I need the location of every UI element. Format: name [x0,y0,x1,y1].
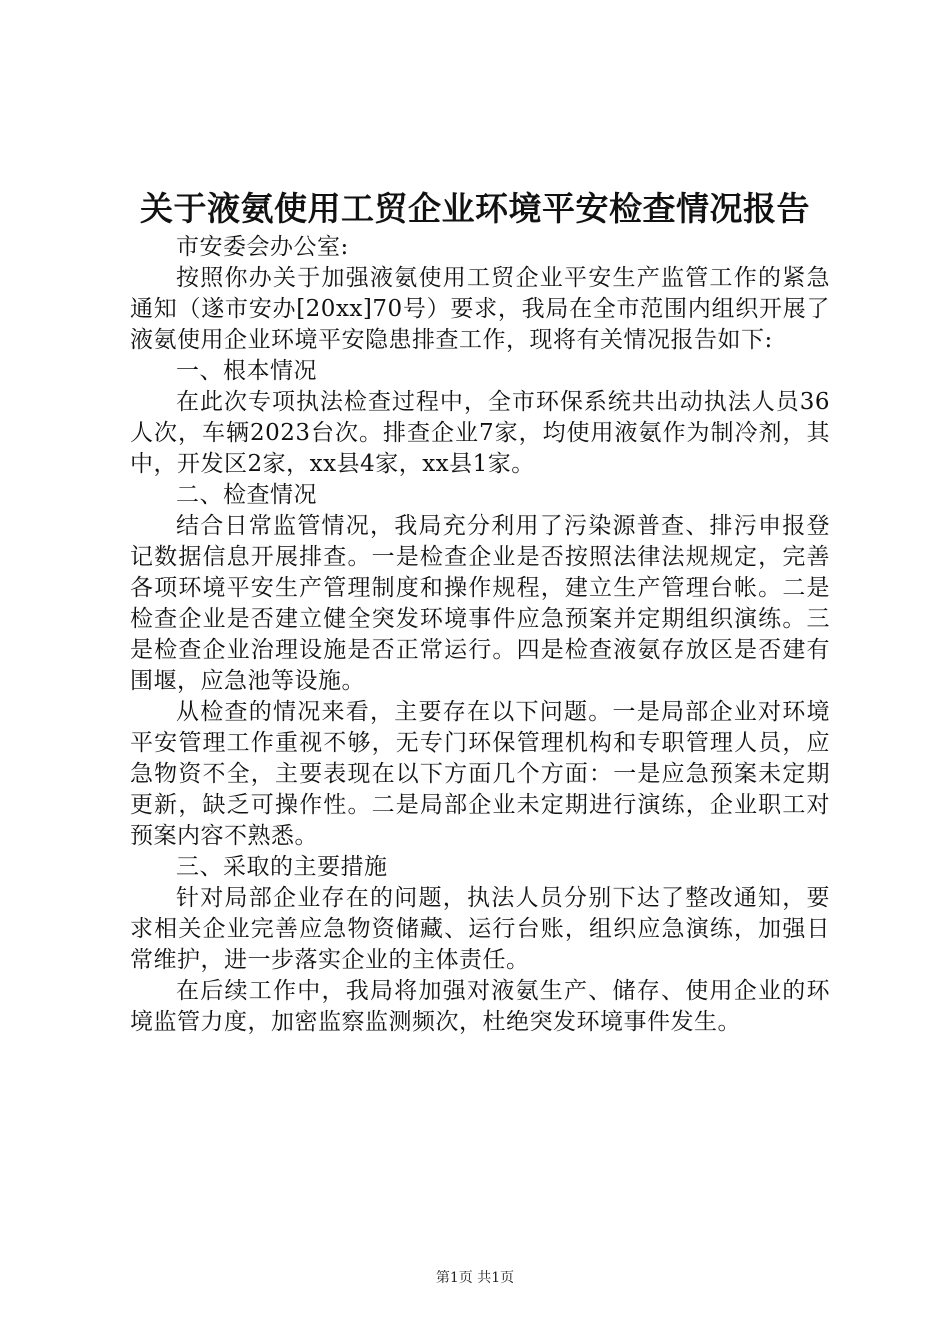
inspection-paragraph: 结合日常监管情况，我局充分利用了污染源普查、排污申报登记数据信息开展排查。一是检查企业是否按照法律法规规定，完善各项环境平安生产管理制度和操作规程，建立生产管理台帐。二是检查企业是否建立健全突发环境事件应急预案并定期组织演练。三是检查企业治理设施是否正常运行。四是检查液氨存放区是否建有围堰，应急池等设施。 [130,513,830,694]
document-body [130,232,830,1038]
section-heading-inspection: 二、检查情况 [176,482,317,508]
problems-paragraph: 从检查的情况来看，主要存在以下问题。一是局部企业对环境平安管理工作重视不够，无专门环保管理机构和专职管理人员，应急物资不全，主要表现在以下方面几个方面：一是应急预案未定期更新，缺乏可操作性。二是局部企业未定期进行演练，企业职工对预案内容不熟悉。 [130,699,830,849]
section-heading-measures: 三、采取的主要措施 [176,854,388,880]
section-heading-basic: 一、根本情况 [176,358,317,384]
document-title: 关于液氨使用工贸企业环境平安检查情况报告 [140,189,810,228]
followup-paragraph: 在后续工作中，我局将加强对液氨生产、储存、使用企业的环境监管力度，加密监察监测频次，杜绝突发环境事件发生。 [130,978,830,1035]
addressee-line: 市安委会办公室: [176,234,349,260]
basic-paragraph: 在此次专项执法检查过程中，全市环保系统共出动执法人员36人次，车辆2023台次。排查企业7家，均使用液氨作为制冷剂，其中，开发区2家，xx县4家，xx县1家。 [130,389,830,477]
measures-paragraph: 针对局部企业存在的问题，执法人员分别下达了整改通知，要求相关企业完善应急物资储藏、运行台账，组织应急演练，加强日常维护，进一步落实企业的主体责任。 [130,885,830,973]
page-footer: 第1页 共1页 [435,1270,515,1286]
intro-paragraph: 按照你办关于加强液氨使用工贸企业平安生产监管工作的紧急通知（遂市安办[20xx]70号）要求，我局在全市范围内组织开展了液氨使用企业环境平安隐患排查工作，现将有关情况报告如下: [130,265,830,353]
